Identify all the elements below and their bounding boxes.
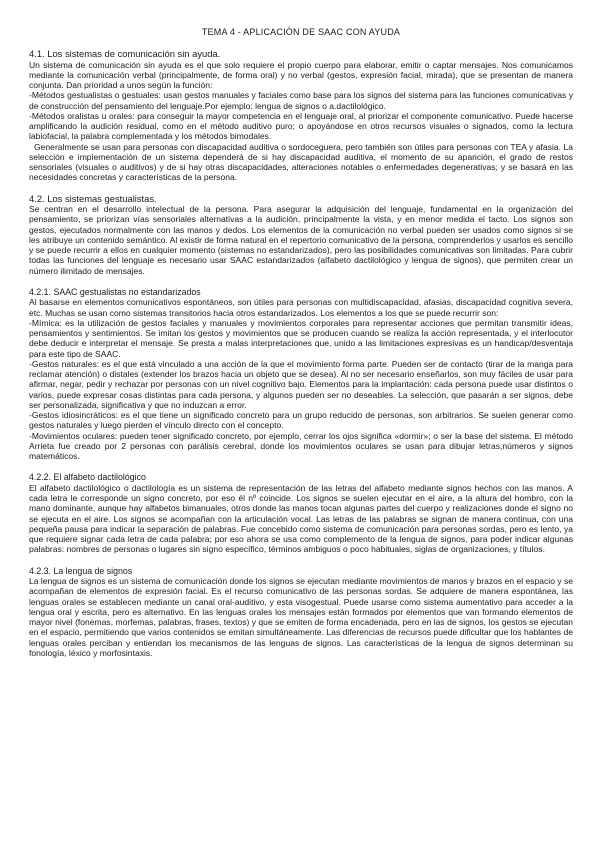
paragraph: -Mímica: es la utilización de gestos faciales y manuales y movimientos corporales para representar acciones que permitan transmitir ideas, pensamientos y sentimientos. Se imitan los gestos y movimientos que se producen cuando se realiza la acción representada, y el interlocutor debe deducir e interpretar el mensaje. Se presta a malas interpretaciones que, unido a las limitaciones expresivas es un handicap/desventaja para este tipo de SAAC. (29, 317, 573, 359)
section-heading: 4.2.1. SAAC gestualistas no estandarizados (29, 286, 201, 297)
paragraph: Se centran en el desarrollo intelectual de la persona. Para asegurar la adquisición del lenguaje, fundamental en la organización del pensamiento, se priorizan vías sensoriales alternativas a la audición, principalmente la vista, y en menor medida el tacto. Los signos son gestos, ejecutados normalmente con las manos y dedos. Los elementos de la comunicación no verbal pueden ser usados como signos si se les atribuye un contenido semántico. Al existir de forma natural en el repertorio comunicativo de la persona, comprenderlos y usarlos es sencillo y se puede recurrir a ellos en cualquier momento (sistemas no estandarizados), pero las posibilidades comunicativas son limitadas. Para cubrir todas las funciones del lenguaje es necesario usar SAAC estandarizados (alfabeto dactilológico y lengua de signos), que permiten crear un número ilimitado de mensajes. (29, 204, 573, 276)
paragraph: Un sistema de comunicación sin ayuda es el que solo requiere el propio cuerpo para elaborar, emitir o captar mensajes. Nos comunicamos mediante la comunicación verbal (principalmente, de forma oral) y no verbal (gestos, expresión facial, mirada), que se presentan de manera conjunta. Dan prioridad a unos según la función: (29, 59, 573, 90)
paragraph: -Movimientos oculares: pueden tener significado concreto, por ejemplo, cerrar los ojos significa «dormir»; o ser la base del sistema. El método Arrieta fue creado por 2 personas con parálisis cerebral, donde los movimientos oculares se usan para dibujar letras,números y signos matemáticos. (29, 430, 573, 461)
paragraph: -Gestos naturales: es el que está vinculado a una acción de la que el movimiento forma parte. Pueden ser de contacto (tirar de la manga para reclamar atención) o distales (extender los brazos hacia un objeto que se desea). Al no ser necesario enseñarlos, son muy fáciles de usar para afirmar, negar, pedir y rechazar por personas con un nivel cognitivo bajo. Elementos para la implantación: cada persona puede usar distintos o varios, puede expresar cosas distintas para cada persona, y algunos pueden ser no deseables. La selección, que pasarán a ser signos, debe ser personalizada, significativa y que no induzcan a error. (29, 358, 573, 410)
paragraph: Generalmente se usan para personas con discapacidad auditiva o sordoceguera, pero también son útiles para personas con TEA y afasia. La selección e implementación de un sistema dependerá de si hay discapacidad auditiva, el momento de su aparición, el grado de restos sensoriales (visuales o auditivos) y de si hay otras discapacidades, alteraciones notables o enfermedades degenerativas; y se basará en las necesidades concretas y características de la persona. (29, 141, 576, 183)
section-heading: 4.2.2. El alfabeto dactilológico (29, 472, 146, 483)
section-4-2-1 (29, 287, 573, 462)
section-4-2-3 (29, 566, 573, 659)
section-4-2 (29, 194, 573, 276)
section-heading: 4.2.3. La lengua de signos (29, 565, 133, 576)
section-heading: 4.1. Los sistemas de comunicación sin ayuda. (29, 48, 221, 59)
section-4-1 (29, 48, 576, 183)
paragraph: El alfabeto dactilológico o dactilología es un sistema de representación de las letras del alfabeto mediante signos hechos con las manos. A cada letra le corresponde un signo concreto, por eso él nº coincide. Los signos se suelen ejecutar en el aire, a la altura del hombro, con la mano dominante, aunque hay alfabetos bimanuales, otros donde las manos tocan algunas partes del cuerpo y realizaciones donde el signo no se ejecuta en el aire. Los signos se acompañan con la articulación vocal. Las letras de las palabras se signan de manera continua, con una pequeña pausa para indicar la separación de palabras. Fue concebido como sistema de comunicación para personas sordas, pero es lento, ya que requiere signar cada letra de cada palabra; por eso ahora se usa como complemento de la lengua de signos, para poder indicar algunas palabras: nombres de personas o lugares sin signo específico, términos ambiguos o poco habituales, siglas de organizaciones, y títulos. (29, 482, 573, 555)
paragraph: -Métodos oralistas u orales: para conseguir la mayor competencia en el lenguaje oral, al priorizar el componente comunicativo. Puede hacerse amplificando la audición residual, como en el método auditivo puro; o apoyándose en otros recursos visuales o signados, como la lectura labiofacial, la palabra complementada y los métodos bimodales. (29, 110, 573, 142)
document-title: TEMA 4 - APLICACIÓN DE SAAC CON AYUDA (201, 27, 401, 37)
paragraph: Al basarse en elementos comunicativos espontáneos, son útiles para personas con multidiscapacidad, afasias, discapacidad cognitiva severa, etc. Muchas se usan como sistemas transitorios hacia otros estandarizados. Los elementos a los que se puede recurrir son: (29, 297, 573, 318)
paragraph: La lengua de signos es un sistema de comunicación donde los signos se ejecutan mediante movimientos de manos y brazos en el espacio y se acompañan de elementos de expresión facial. Es el recurso comunicativo de las personas sordas. Se adquiere de manera espontánea, las lenguas orales se establecen mediante un canal oral-auditivo, y esta visogestual. Puede usarse como sistema aumentativo para acceder a la lengua oral y escrita, pero es alternativo. En las lenguas orales los mensajes están formados por elementos que van formando elementos de mayor nivel (fonemas, morfemas, palabras, frases, textos) y que se emiten de forma encadenada, pero en las de signos, los gestos se ejecutan en el espacio, permitiendo que varios contenidos se emitan simultáneamente. Las diferencias de recursos puede dificultar que los hablantes de lenguas orales perciban y entiendan los mecanismos de las lenguas de signos. Las características de la lengua de signos determinan su fonología, léxico y morfosintaxis. (29, 576, 573, 658)
paragraph: -Gestos idiosincráticos: es el que tiene un significado concreto para un grupo reducido de personas, son arbitrarios. Se suelen generar como gestos naturales y luego pierden el vínculo directo con el concepto. (29, 410, 573, 431)
section-4-2-2 (29, 472, 573, 554)
section-heading: 4.2. Los sistemas gestualistas. (29, 192, 157, 204)
paragraph: -Métodos gestualistas o gestuales: usan gestos manuales y faciales como base para los signos del sistema para las funciones comunicativas y de construcción del pensamiento del lenguaje.Por ejemplo: lengua de signos o a.dactilológico. (29, 90, 573, 111)
